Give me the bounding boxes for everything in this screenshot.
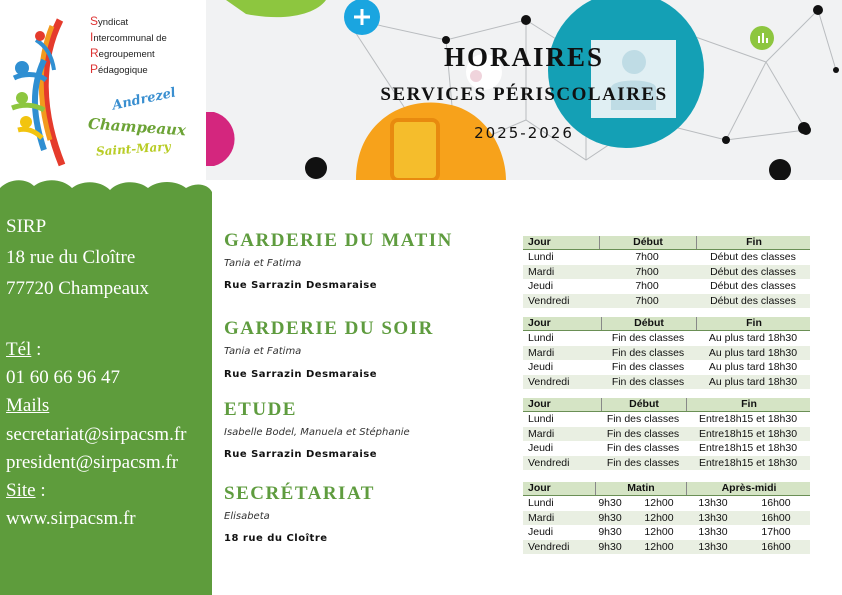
logo-line: Regroupement <box>90 46 155 60</box>
column-header: Jour <box>528 398 551 410</box>
day-cell: Mardi <box>528 346 555 359</box>
afternoon-start-cell: 13h30 <box>698 526 728 538</box>
end-cell: Entre18h15 et 18h30 <box>698 442 798 454</box>
day-cell: Jeudi <box>528 280 554 292</box>
table-row <box>523 279 810 294</box>
day-cell: Vendredi <box>528 456 570 469</box>
email-president[interactable]: president@sirpacsm.fr <box>6 452 179 473</box>
end-cell: Au plus tard 18h30 <box>708 375 798 388</box>
afternoon-start-cell: 13h30 <box>698 497 728 509</box>
start-cell: Fin des classes <box>606 413 680 425</box>
end-cell: Au plus tard 18h30 <box>708 332 798 344</box>
table-header-row <box>523 482 810 496</box>
start-cell: 7h00 <box>635 265 659 278</box>
service-address: Rue Sarrazin Desmaraise <box>224 449 378 460</box>
city-address: 77720 Champeaux <box>6 278 150 299</box>
start-cell: Fin des classes <box>606 456 680 469</box>
mails-label: Mails <box>6 395 50 416</box>
end-cell: Début des classes <box>710 294 796 307</box>
day-cell: Lundi <box>528 332 554 344</box>
schedule-table-garderie-soir <box>523 317 810 389</box>
start-cell: Fin des classes <box>611 361 685 373</box>
table-header-row <box>523 317 810 331</box>
table-row <box>523 360 810 375</box>
morning-end-cell: 12h00 <box>644 526 674 538</box>
day-cell: Jeudi <box>528 361 554 373</box>
afternoon-end-cell: 16h00 <box>761 540 791 553</box>
start-cell: Fin des classes <box>606 442 680 454</box>
day-cell: Jeudi <box>528 442 554 454</box>
end-cell: Au plus tard 18h30 <box>708 361 798 373</box>
column-header: Fin <box>686 398 811 411</box>
start-cell: 7h00 <box>635 280 659 292</box>
service-address: Rue Sarrazin Desmaraise <box>224 369 378 380</box>
column-header: Fin <box>696 317 811 330</box>
table-row <box>523 427 810 442</box>
morning-start-cell: 9h30 <box>598 497 622 509</box>
schedule-table-etude <box>523 398 810 470</box>
service-address: Rue Sarrazin Desmaraise <box>224 280 378 291</box>
end-cell: Début des classes <box>710 265 796 278</box>
day-cell: Lundi <box>528 251 554 263</box>
end-cell: Au plus tard 18h30 <box>708 346 798 359</box>
afternoon-end-cell: 16h00 <box>761 497 791 509</box>
service-staff: Tania et Fatima <box>224 258 302 269</box>
start-cell: 7h00 <box>635 251 659 263</box>
start-cell: Fin des classes <box>606 427 680 440</box>
page-title: HORAIRES <box>443 42 605 72</box>
table-header-row <box>523 398 810 412</box>
morning-end-cell: 12h00 <box>644 497 674 509</box>
tel-label: Tél : <box>6 339 42 360</box>
table-row <box>523 540 810 555</box>
column-header: Début <box>599 236 696 249</box>
start-cell: Fin des classes <box>611 332 685 344</box>
morning-end-cell: 12h00 <box>644 511 674 524</box>
table-row <box>523 375 810 390</box>
logo-text <box>90 14 167 78</box>
service-staff: Elisabeta <box>224 511 270 522</box>
day-cell: Lundi <box>528 497 554 509</box>
page-subtitle: SERVICES PÉRISCOLAIRES <box>380 84 668 105</box>
start-cell: 7h00 <box>635 294 659 307</box>
afternoon-start-cell: 13h30 <box>698 540 728 553</box>
logo-line: Syndicat <box>90 14 129 28</box>
tel-number[interactable]: 01 60 66 96 47 <box>6 367 120 388</box>
column-header: Jour <box>528 482 551 494</box>
contact-panel <box>0 196 212 595</box>
table-row <box>523 294 810 309</box>
table-row <box>523 525 810 540</box>
org-name: SIRP <box>6 216 47 237</box>
service-staff: Isabelle Bodel, Manuela et Stéphanie <box>224 427 410 438</box>
schedule-table-garderie-matin <box>523 236 810 308</box>
morning-end-cell: 12h00 <box>644 540 674 553</box>
morning-start-cell: 9h30 <box>598 526 622 538</box>
end-cell: Entre18h15 et 18h30 <box>698 413 798 425</box>
logo-town-champeaux: Champeaux <box>87 114 187 140</box>
service-title-garderie-matin: GARDERIE DU MATIN <box>224 230 453 251</box>
table-row <box>523 250 810 265</box>
schedule-table-secretariat <box>523 482 810 554</box>
email-secretariat[interactable]: secretariat@sirpacsm.fr <box>6 424 187 445</box>
school-year: 2025-2026 <box>474 124 574 142</box>
morning-start-cell: 9h30 <box>598 511 622 524</box>
day-cell: Vendredi <box>528 294 570 307</box>
table-row <box>523 441 810 456</box>
end-cell: Début des classes <box>710 251 796 263</box>
afternoon-end-cell: 16h00 <box>761 511 791 524</box>
column-header: Début <box>601 317 696 330</box>
service-address: 18 rue du Cloître <box>224 533 328 544</box>
afternoon-end-cell: 17h00 <box>761 526 791 538</box>
table-row <box>523 331 810 346</box>
column-header: Jour <box>528 236 551 248</box>
table-row <box>523 496 810 511</box>
table-row <box>523 456 810 471</box>
column-header: Matin <box>595 482 686 495</box>
logo-town-andrezel: Andrezel <box>111 85 178 114</box>
day-cell: Mardi <box>528 265 555 278</box>
start-cell: Fin des classes <box>611 346 685 359</box>
service-title-etude: ETUDE <box>224 399 297 420</box>
day-cell: Vendredi <box>528 540 570 553</box>
day-cell: Lundi <box>528 413 554 425</box>
morning-start-cell: 9h30 <box>598 540 622 553</box>
start-cell: Fin des classes <box>611 375 685 388</box>
table-row <box>523 412 810 427</box>
end-cell: Entre18h15 et 18h30 <box>698 427 798 440</box>
sirp-logo <box>0 0 206 180</box>
end-cell: Entre18h15 et 18h30 <box>698 456 798 469</box>
logo-line: Pédagogique <box>90 62 148 76</box>
day-cell: Vendredi <box>528 375 570 388</box>
afternoon-start-cell: 13h30 <box>698 511 728 524</box>
logo-line: Intercommunal de <box>90 30 167 44</box>
day-cell: Mardi <box>528 511 555 524</box>
service-title-garderie-soir: GARDERIE DU SOIR <box>224 318 434 339</box>
day-cell: Mardi <box>528 427 555 440</box>
table-row <box>523 511 810 526</box>
table-row <box>523 346 810 361</box>
column-header: Début <box>601 398 686 411</box>
website-link[interactable]: www.sirpacsm.fr <box>6 508 136 529</box>
children-figures-icon <box>0 0 90 175</box>
service-staff: Tania et Fatima <box>224 346 302 357</box>
end-cell: Début des classes <box>710 280 796 292</box>
table-row <box>523 265 810 280</box>
column-header: Jour <box>528 317 551 329</box>
street-address: 18 rue du Cloître <box>6 247 136 268</box>
service-title-secretariat: SECRÉTARIAT <box>224 483 375 504</box>
site-label: Site : <box>6 480 46 501</box>
column-header: Fin <box>696 236 811 249</box>
day-cell: Jeudi <box>528 526 554 538</box>
header-banner <box>206 0 842 180</box>
logo-town-saint-mary: Saint-Mary <box>95 139 172 159</box>
table-header-row <box>523 236 810 250</box>
column-header: Après-midi <box>686 482 811 495</box>
